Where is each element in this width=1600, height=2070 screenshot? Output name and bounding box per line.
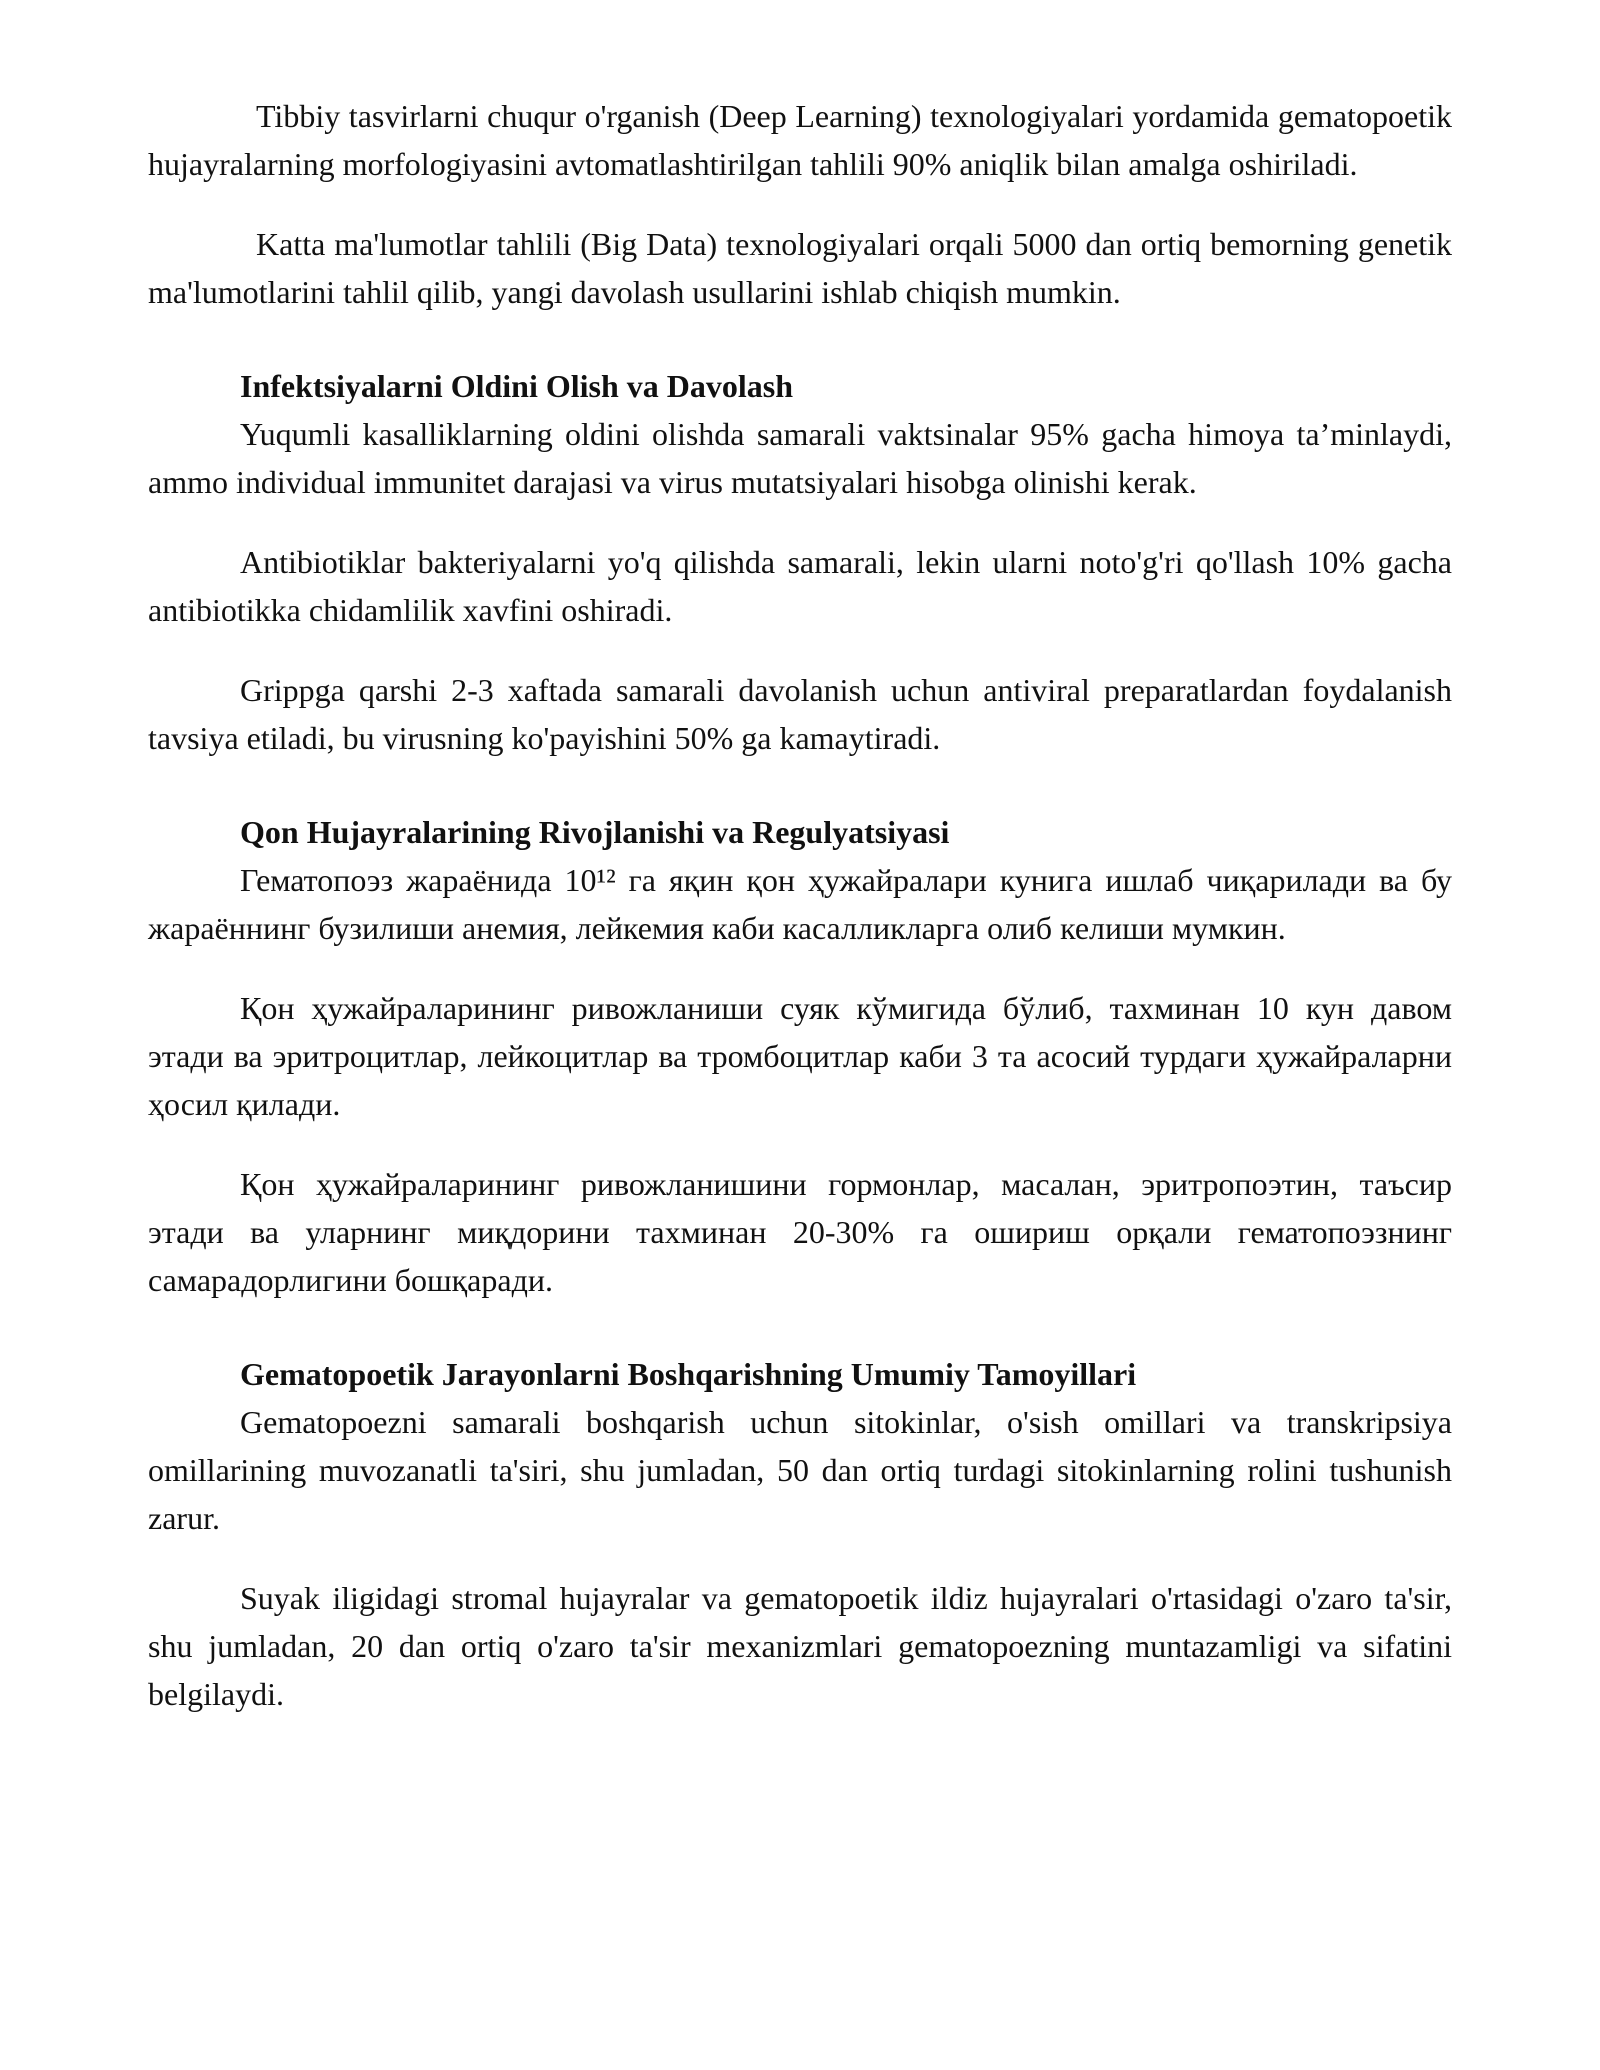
- section-heading-blood-cells: Qon Hujayralarining Rivojlanishi va Regulyatsiyasi: [240, 814, 950, 850]
- document-page: [148, 92, 1452, 1750]
- paragraph-flu: Grippga qarshi 2-3 xaftada samarali davolanish uchun antiviral preparatlardan foydalanish tavsiya etiladi, bu virusning ko'payishini 50% ga kamaytiradi.: [148, 672, 1452, 756]
- paragraph-big-data: Katta ma'lumotlar tahlili (Big Data) texnologiyalari orqali 5000 dan ortiq bemorning genetik ma'lumotlarini tahlil qilib, yangi davolash usullarini ishlab chiqish mumkin.: [148, 226, 1452, 310]
- section-heading-infections: Infektsiyalarni Oldini Olish va Davolash: [240, 368, 794, 404]
- paragraph-antibiotics: Antibiotiklar bakteriyalarni yo'q qilishda samarali, lekin ularni noto'g'ri qo'llash 10% gacha antibiotikka chidamlilik xavfini oshiradi.: [148, 544, 1452, 628]
- paragraph-bone-marrow: Қон ҳужайраларининг ривожланиши суяк кўмигида бўлиб, тахминан 10 кун давом этади ва эритроцитлар, лейкоцитлар ва тромбоцитлар каби 3 та асосий турдаги ҳужайраларни ҳосил қилади.: [148, 990, 1452, 1122]
- paragraph-deep-learning: Tibbiy tasvirlarni chuqur o'rganish (Deep Learning) texnologiyalari yordamida gematopoetik hujayralarning morfologiyasini avtomatlashtirilgan tahlili 90% aniqlik bilan amalga oshiriladi.: [148, 98, 1452, 182]
- section-heading-principles: Gematopoetik Jarayonlarni Boshqarishning Umumiy Tamoyillari: [240, 1356, 1137, 1392]
- paragraph-cytokines: Gematopoezni samarali boshqarish uchun sitokinlar, o'sish omillari va transkripsiya omillarining muvozanatli ta'siri, shu jumladan, 50 dan ortiq turdagi sitokinlarning rolini tushunish zarur.: [148, 1404, 1452, 1536]
- paragraph-hormones: Қон ҳужайраларининг ривожланишини гормонлар, масалан, эритропоэтин, таъсир этади ва уларнинг миқдорини тахминан 20-30% га ошириш орқали гематопоэзнинг самарадорлигини бошқаради.: [148, 1166, 1452, 1298]
- paragraph-hematopoiesis: Гематопоэз жараёнида 10¹² га яқин қон ҳужайралари кунига ишлаб чиқарилади ва бу жараённинг бузилиши анемия, лейкемия каби касалликларга олиб келиши мумкин.: [148, 862, 1452, 946]
- paragraph-vaccines: Yuqumli kasalliklarning oldini olishda samarali vaktsinalar 95% gacha himoya ta’minlaydi, ammo individual immunitet darajasi va virus mutatsiyalari hisobga olinishi kerak.: [148, 416, 1452, 500]
- paragraph-stromal-cells: Suyak iligidagi stromal hujayralar va gematopoetik ildiz hujayralari o'rtasidagi o'zaro ta'sir, shu jumladan, 20 dan ortiq o'zaro ta'sir mexanizmlari gematopoezning muntazamligi va sifatini belgilaydi.: [148, 1580, 1452, 1712]
